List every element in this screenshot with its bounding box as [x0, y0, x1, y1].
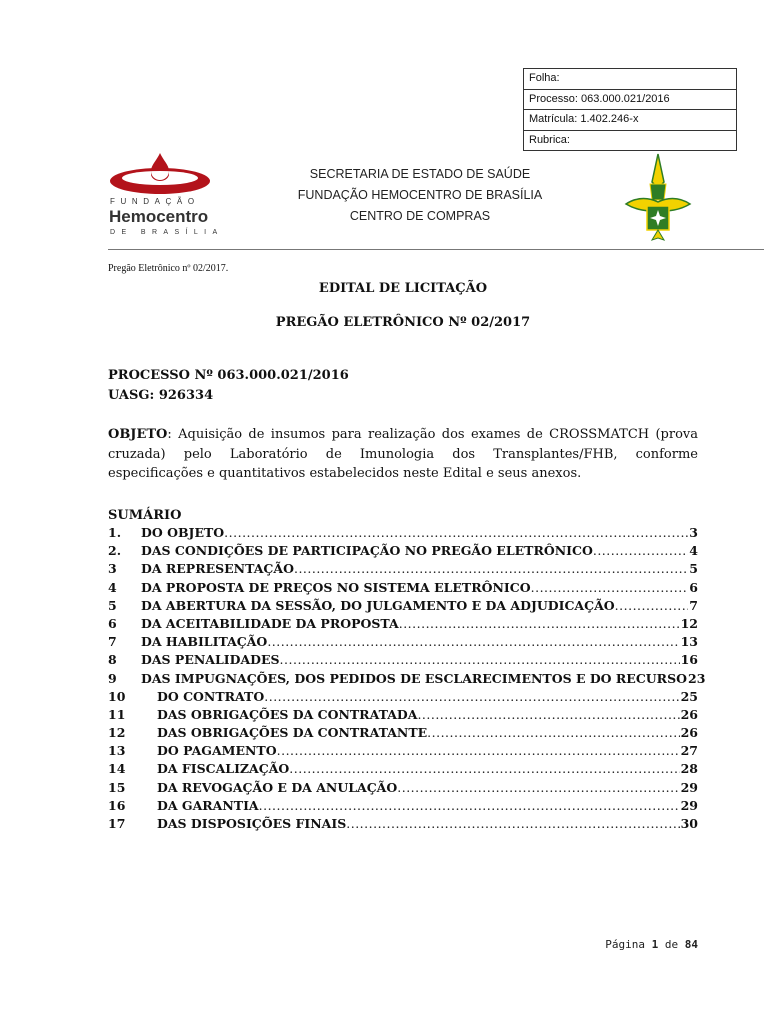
toc-item-number: 11	[108, 706, 126, 722]
toc-item-number: 1.	[108, 525, 122, 540]
page-footer	[560, 938, 698, 951]
toc-item-leader	[224, 524, 688, 542]
objeto-label: OBJETO	[108, 427, 168, 442]
uasg-number: UASG: 926334	[108, 388, 214, 403]
toc-item-leader	[397, 779, 679, 797]
logo-hemocentro-text: Hemocentro	[109, 207, 209, 226]
toc-item-label: DO PAGAMENTO	[157, 743, 277, 759]
brasilia-coat-of-arms-icon	[620, 152, 696, 244]
toc-item-label: DAS DISPOSIÇÕES FINAIS	[157, 816, 347, 831]
toc-item-label: DAS IMPUGNAÇÕES, DOS PEDIDOS DE ESCLARECIMENTOS E DO RECURSO	[141, 670, 687, 686]
toc-item-label: DA ABERTURA DA SESSÃO, DO JULGAMENTO E DA ADJUDICAÇÃO	[141, 597, 615, 613]
toc-item	[108, 579, 698, 597]
toc-item-page: 26	[680, 706, 698, 722]
toc-item-leader	[259, 797, 680, 815]
toc-item-leader	[264, 688, 679, 706]
toc-item-label: DA REPRESENTAÇÃO	[141, 561, 294, 577]
stamp-processo: Processo: 063.000.021/2016	[524, 90, 736, 111]
toc-item-label: DA REVOGAÇÃO E DA ANULAÇÃO	[157, 779, 398, 795]
toc-item-label: DO CONTRATO	[157, 688, 265, 704]
stamp-rubrica: Rubrica:	[529, 133, 570, 146]
toc-item	[108, 542, 698, 560]
objeto-text: : Aquisição de insumos para realização dos exames de CROSSMATCH (prova cruzada) pelo Laboratório de Imunologia dos Transplantes/FHB, conforme especificações e quantitativos estabelecidos neste Edital e seus anexos.	[108, 427, 698, 481]
toc-item-page: 3	[689, 525, 698, 540]
toc-item-leader	[267, 633, 679, 651]
toc-item-label: DAS OBRIGAÇÕES DA CONTRATANTE	[157, 725, 428, 741]
toc-item-label: DA HABILITAÇÃO	[141, 634, 268, 650]
header-fundacao: FUNDAÇÃO HEMOCENTRO DE BRASÍLIA	[297, 188, 543, 202]
toc-item-leader	[289, 760, 679, 778]
toc-item	[108, 742, 698, 760]
toc-item-number: 3	[108, 561, 117, 577]
toc-item-page: 29	[680, 797, 698, 813]
toc-item	[108, 797, 698, 815]
toc-item-page: 16	[680, 652, 698, 668]
toc-item	[108, 670, 706, 688]
toc-item-label: DAS OBRIGAÇÕES DA CONTRATADA	[157, 706, 418, 722]
toc-item	[108, 724, 698, 742]
toc-item-leader	[346, 815, 679, 833]
toc-item-label: DA FISCALIZAÇÃO	[157, 761, 290, 777]
toc-item	[108, 706, 698, 724]
toc-item	[108, 779, 698, 797]
toc-item-number: 6	[108, 615, 117, 631]
toc-item-page: 5	[689, 561, 698, 577]
processo-number: PROCESSO Nº 063.000.021/2016	[108, 368, 349, 383]
toc-item	[108, 524, 698, 542]
toc-item-label: DAS CONDIÇÕES DE PARTICIPAÇÃO NO PREGÃO ELETRÔNICO	[141, 543, 593, 559]
blood-drop-logo-icon	[108, 148, 232, 196]
toc-item-page: 29	[680, 779, 698, 795]
toc-item-number: 8	[108, 652, 117, 668]
toc-item-number: 16	[108, 797, 126, 813]
toc-item-leader	[399, 615, 680, 633]
toc-item	[108, 633, 698, 651]
toc-item-leader	[615, 597, 689, 615]
header-centro-compras: CENTRO DE COMPRAS	[349, 209, 491, 223]
toc-item-number: 7	[108, 634, 117, 650]
toc-item-number: 12	[108, 725, 126, 741]
document-header	[270, 164, 570, 227]
footer-sep: de	[664, 938, 679, 951]
toc-item-page: 27	[680, 743, 698, 759]
stamp-matricula: Matrícula: 1.402.246-x	[524, 110, 736, 131]
table-of-contents	[108, 524, 706, 833]
toc-item-leader	[427, 724, 679, 742]
toc-item	[108, 597, 698, 615]
toc-item-number: 13	[108, 743, 126, 759]
logo-fundacao-text: FUNDAÇÃO	[110, 197, 200, 206]
toc-item-leader	[280, 651, 680, 669]
toc-item-leader	[417, 706, 679, 724]
toc-item-number: 4	[108, 579, 117, 595]
toc-item-label: DAS PENALIDADES	[141, 652, 280, 668]
toc-item-label: DO OBJETO	[141, 525, 225, 540]
toc-item-leader	[277, 742, 680, 760]
toc-item	[108, 815, 698, 833]
toc-item	[108, 615, 698, 633]
toc-item-page: 13	[680, 634, 698, 650]
toc-item-page: 23	[688, 670, 706, 686]
toc-item-page: 7	[689, 597, 698, 613]
document-subtitle: PREGÃO ELETRÔNICO Nº 02/2017	[275, 315, 531, 330]
footer-current-page: 1	[651, 938, 659, 951]
toc-item-label: DA GARANTIA	[157, 797, 259, 813]
objeto-paragraph	[108, 425, 698, 484]
toc-item-number: 5	[108, 597, 117, 613]
protocol-stamp-box	[523, 68, 737, 151]
toc-item-page: 25	[680, 688, 698, 704]
toc-item-leader	[531, 579, 689, 597]
toc-item	[108, 688, 698, 706]
toc-item-page: 26	[680, 725, 698, 741]
toc-item-label: DA PROPOSTA DE PREÇOS NO SISTEMA ELETRÔNICO	[141, 579, 531, 595]
toc-item-page: 4	[689, 543, 698, 559]
toc-item-page: 12	[680, 615, 698, 631]
toc-item-number: 14	[108, 761, 126, 777]
logo-de-brasilia-text: DE BRASÍLIA	[110, 229, 224, 236]
toc-item-page: 6	[689, 579, 698, 595]
hemocentro-logo	[108, 148, 232, 242]
header-secretaria: SECRETARIA DE ESTADO DE SAÚDE	[309, 167, 531, 181]
toc-item-number: 2.	[108, 543, 122, 559]
toc-item-number: 9	[108, 670, 117, 686]
toc-item-number: 10	[108, 688, 126, 704]
toc-item	[108, 560, 698, 578]
footer-total-pages: 84	[684, 938, 698, 951]
header-divider	[108, 249, 764, 250]
toc-item-label: DA ACEITABILIDADE DA PROPOSTA	[141, 615, 399, 631]
sumario-title: SUMÁRIO	[108, 508, 182, 523]
footer-prefix: Página	[605, 938, 645, 951]
toc-item-leader	[294, 560, 688, 578]
pregao-reference: Pregão Eletrônico nº 02/2017.	[108, 263, 229, 274]
toc-item	[108, 651, 698, 669]
toc-item-page: 30	[680, 816, 698, 831]
toc-item-page: 28	[680, 761, 698, 777]
document-title: EDITAL DE LICITAÇÃO	[318, 281, 488, 296]
toc-item-number: 15	[108, 779, 126, 795]
stamp-folha: Folha:	[524, 69, 736, 90]
toc-item-leader	[593, 542, 688, 560]
toc-item	[108, 760, 698, 778]
toc-item-number: 17	[108, 816, 126, 831]
